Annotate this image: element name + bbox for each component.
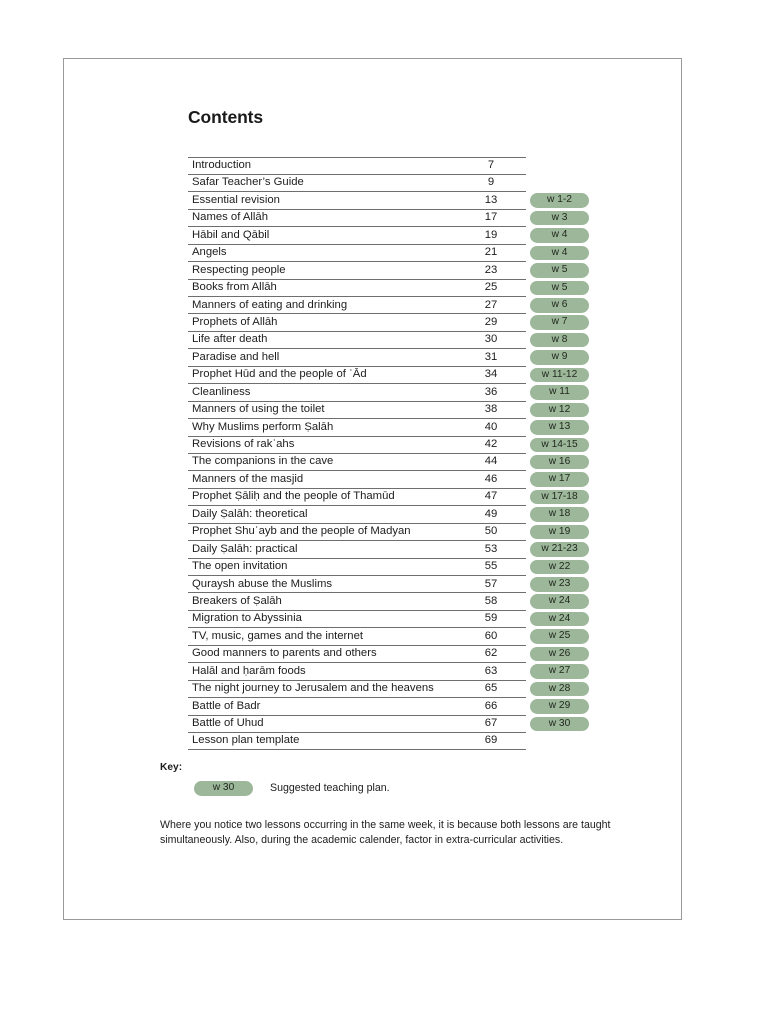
toc-entry-title: Books from Allāh (192, 281, 277, 294)
toc-entry-week-badge: w 18 (530, 507, 589, 522)
toc-entry-week-badge: w 6 (530, 298, 589, 313)
row-rule (188, 244, 526, 245)
toc-entry-title: Paradise and hell (192, 350, 280, 363)
toc-entry-page-number: 53 (484, 542, 498, 555)
table-row (188, 191, 584, 208)
toc-entry-week-badge: w 8 (530, 333, 589, 348)
row-rule (188, 418, 526, 419)
toc-entry-title: Halāl and ḥarām foods (192, 664, 306, 677)
toc-entry-page-number: 25 (484, 281, 498, 294)
toc-entry-week-badge: w 3 (530, 211, 589, 226)
table-row (188, 418, 584, 435)
toc-entry-title: Good manners to parents and others (192, 647, 377, 660)
table-row (188, 157, 584, 174)
toc-entry-page-number: 31 (484, 350, 498, 363)
toc-entry-week-badge: w 11-12 (530, 368, 589, 383)
toc-entry-week-badge: w 7 (530, 315, 589, 330)
row-rule (188, 383, 526, 384)
table-row (188, 331, 584, 348)
row-rule (188, 191, 526, 192)
row-rule (188, 680, 526, 681)
toc-entry-page-number: 40 (484, 420, 498, 433)
toc-entry-week-badge: w 4 (530, 228, 589, 243)
toc-entry-page-number: 44 (484, 455, 498, 468)
toc-entry-title: Prophet Ṣāliḥ and the people of Thamūd (192, 490, 395, 503)
table-row (188, 488, 584, 505)
toc-entry-week-badge: w 13 (530, 420, 589, 435)
toc-entry-page-number: 47 (484, 490, 498, 503)
key-badge-sample: w 30 (194, 781, 253, 796)
key-note-text: Where you notice two lessons occurring in the same week, it is because both lessons are taught simultaneously. Also, during the academic calender, factor in extra-curricular activities. (160, 819, 611, 847)
table-row (188, 366, 584, 383)
row-rule (188, 697, 526, 698)
row-rule (188, 157, 526, 158)
toc-entry-page-number: 17 (484, 211, 498, 224)
toc-entry-title: TV, music, games and the internet (192, 629, 364, 642)
toc-entry-title: Why Muslims perform Ṣalāh (192, 420, 334, 433)
toc-entry-title: Breakers of Ṣalāh (192, 594, 282, 607)
table-row (188, 436, 584, 453)
table-row (188, 732, 584, 749)
table-row (188, 261, 584, 278)
row-rule (188, 540, 526, 541)
page-content-area (188, 109, 648, 750)
toc-entry-page-number: 67 (484, 717, 498, 729)
toc-entry-page-number: 27 (484, 298, 498, 311)
toc-entry-week-badge: w 11 (530, 385, 589, 400)
toc-entry-page-number: 60 (484, 629, 498, 642)
table-row (188, 244, 584, 261)
toc-entry-week-badge: w 22 (530, 560, 589, 575)
toc-entry-week-badge: w 17 (530, 472, 589, 487)
toc-entry-page-number: 42 (484, 438, 498, 450)
toc-entry-page-number: 9 (487, 176, 495, 189)
row-rule (188, 470, 526, 471)
table-row (188, 505, 584, 522)
row-rule (188, 523, 526, 524)
toc-entry-title: Hābil and Qābil (192, 228, 270, 241)
table-row (188, 540, 584, 557)
page-title: Contents (188, 107, 264, 127)
row-rule (188, 645, 526, 646)
row-rule (188, 366, 526, 367)
toc-entry-page-number: 55 (484, 560, 498, 573)
toc-entry-week-badge: w 25 (530, 629, 589, 644)
toc-entry-page-number: 29 (484, 315, 498, 328)
toc-entry-page-number: 7 (487, 159, 495, 171)
toc-entry-title: Respecting people (192, 263, 286, 276)
row-rule (188, 715, 526, 716)
toc-entry-week-badge: w 1-2 (530, 193, 589, 208)
toc-entry-title: Daily Ṣalāh: theoretical (192, 507, 308, 520)
row-rule (188, 610, 526, 611)
toc-entry-title: Manners of eating and drinking (192, 298, 348, 311)
toc-entry-page-number: 49 (484, 507, 498, 520)
row-rule (188, 226, 526, 227)
table-row (188, 645, 584, 662)
toc-entry-week-badge: w 27 (530, 664, 589, 679)
key-legend (160, 762, 630, 848)
toc-entry-title: Quraysh abuse the Muslims (192, 577, 333, 590)
row-rule (188, 436, 526, 437)
table-row (188, 453, 584, 470)
toc-entry-title: Daily Ṣalāh: practical (192, 542, 298, 555)
table-row (188, 697, 584, 714)
toc-entry-week-badge: w 16 (530, 455, 589, 470)
table-row (188, 174, 584, 191)
row-rule (188, 279, 526, 280)
toc-entry-page-number: 63 (484, 664, 498, 677)
key-label: Key: (160, 762, 183, 773)
row-rule (188, 453, 526, 454)
key-legend-row (160, 781, 630, 798)
toc-entry-week-badge: w 21-23 (530, 542, 589, 557)
toc-entry-page-number: 13 (484, 193, 498, 206)
toc-entry-page-number: 58 (484, 594, 498, 607)
toc-entry-title: The night journey to Jerusalem and the heavens (192, 682, 434, 695)
table-row (188, 209, 584, 226)
toc-entry-page-number: 65 (484, 682, 498, 695)
table-row (188, 226, 584, 243)
toc-entry-week-badge: w 23 (530, 577, 589, 592)
toc-entry-title: Battle of Uhud (192, 717, 264, 729)
table-row (188, 662, 584, 679)
toc-entry-title: Essential revision (192, 193, 280, 206)
table-row (188, 575, 584, 592)
table-row (188, 715, 584, 732)
toc-entry-week-badge: w 30 (530, 717, 589, 732)
toc-entry-title: Manners of using the toilet (192, 403, 325, 416)
toc-entry-page-number: 62 (484, 647, 498, 660)
toc-entry-page-number: 21 (484, 246, 498, 259)
table-row (188, 401, 584, 418)
row-rule (188, 313, 526, 314)
toc-entry-title: The companions in the cave (192, 455, 334, 468)
key-badge-description: Suggested teaching plan. (270, 782, 390, 794)
toc-entry-page-number: 38 (484, 403, 498, 416)
toc-entry-week-badge: w 17-18 (530, 490, 589, 505)
scanned-page-sheet (63, 58, 682, 920)
toc-entry-title: Angels (192, 246, 227, 259)
table-row (188, 558, 584, 575)
table-row (188, 296, 584, 313)
row-rule (188, 261, 526, 262)
toc-entry-week-badge: w 28 (530, 682, 589, 697)
toc-entry-title: Names of Allāh (192, 211, 268, 224)
table-row (188, 470, 584, 487)
toc-entry-page-number: 36 (484, 385, 498, 398)
toc-entry-week-badge: w 14-15 (530, 438, 589, 453)
toc-entry-title: Prophets of Allāh (192, 315, 278, 328)
table-row (188, 627, 584, 644)
table-row (188, 279, 584, 296)
toc-entry-title: The open invitation (192, 560, 288, 573)
row-rule (188, 627, 526, 628)
toc-entry-title: Revisions of rakʿahs (192, 438, 295, 450)
toc-entry-page-number: 46 (484, 472, 498, 485)
row-rule (188, 732, 526, 733)
toc-entry-title: Prophet Hūd and the people of ʿĀd (192, 368, 367, 381)
toc-entry-title: Cleanliness (192, 385, 251, 398)
toc-entry-page-number: 23 (484, 263, 498, 276)
table-row (188, 610, 584, 627)
toc-entry-title: Lesson plan template (192, 734, 300, 747)
toc-entry-week-badge: w 4 (530, 246, 589, 261)
toc-entry-title: Manners of the masjid (192, 472, 304, 485)
row-rule (188, 296, 526, 297)
toc-entry-page-number: 34 (484, 368, 498, 381)
toc-entry-week-badge: w 9 (530, 350, 589, 365)
toc-entry-title: Prophet Shuʿayb and the people of Madyan (192, 525, 411, 538)
row-rule (188, 592, 526, 593)
toc-entry-week-badge: w 24 (530, 594, 589, 609)
row-rule (188, 348, 526, 349)
toc-entry-page-number: 57 (484, 577, 498, 590)
row-rule (188, 174, 526, 175)
toc-entry-week-badge: w 26 (530, 647, 589, 662)
toc-entry-week-badge: w 5 (530, 281, 589, 296)
table-row (188, 313, 584, 330)
row-rule (188, 662, 526, 663)
toc-entry-page-number: 69 (484, 734, 498, 747)
toc-entry-title: Introduction (192, 159, 252, 171)
toc-entry-title: Battle of Badr (192, 699, 261, 712)
row-rule (188, 488, 526, 489)
toc-bottom-rule (188, 749, 526, 750)
row-rule (188, 558, 526, 559)
table-row (188, 592, 584, 609)
row-rule (188, 505, 526, 506)
row-rule (188, 209, 526, 210)
row-rule (188, 575, 526, 576)
toc-entry-title: Life after death (192, 333, 268, 346)
toc-entry-page-number: 50 (484, 525, 498, 538)
table-row (188, 680, 584, 697)
toc-entry-title: Safar Teacher’s Guide (192, 176, 304, 189)
row-rule (188, 401, 526, 402)
toc-entry-week-badge: w 24 (530, 612, 589, 627)
toc-entry-week-badge: w 12 (530, 403, 589, 418)
toc-entry-week-badge: w 29 (530, 699, 589, 714)
toc-entry-title: Migration to Abyssinia (192, 612, 302, 625)
toc-entry-page-number: 59 (484, 612, 498, 625)
table-of-contents (188, 157, 584, 750)
table-row (188, 348, 584, 365)
table-row (188, 523, 584, 540)
toc-entry-week-badge: w 5 (530, 263, 589, 278)
toc-entry-page-number: 19 (484, 228, 498, 241)
row-rule (188, 331, 526, 332)
table-row (188, 383, 584, 400)
toc-entry-page-number: 66 (484, 699, 498, 712)
toc-entry-week-badge: w 19 (530, 525, 589, 540)
toc-entry-page-number: 30 (484, 333, 498, 346)
